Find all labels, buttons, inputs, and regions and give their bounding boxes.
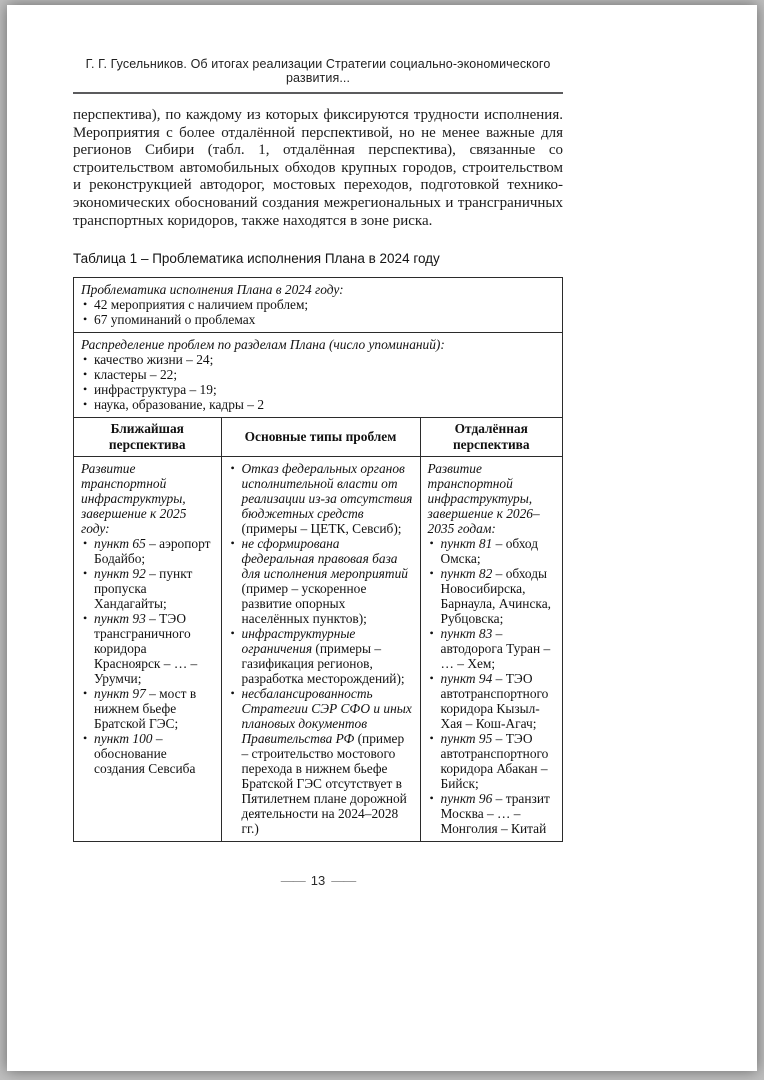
bullet-item: • пункт 81 – обход Омска; <box>428 536 555 566</box>
table-header-row <box>74 418 563 457</box>
bullet-item: • пункт 65 – аэропорт Бодайбо; <box>81 536 214 566</box>
bullet-item: • пункт 83 – автодорога Туран – … – Хем; <box>428 626 555 671</box>
cell-near-term <box>74 457 222 842</box>
document-page <box>7 5 757 1071</box>
bullet-item: • пункт 92 – пункт пропуска Хандагайты; <box>81 566 214 611</box>
page-number-value: 13 <box>310 873 326 889</box>
bullet-list <box>81 297 555 327</box>
bullet-item: • пункт 93 – ТЭО трансграничного коридора Красноярск – … – Урумчи; <box>81 611 214 686</box>
table-1 <box>73 277 563 842</box>
table-row-summary-1 <box>74 278 563 333</box>
bullet-item: • пункт 95 – ТЭО автотранспортного коридора Абакан – Бийск; <box>428 731 555 791</box>
cell-far-term <box>420 457 562 842</box>
bullet-item: • инфраструктурные ограничения (примеры – газификация регионов, разработка месторождений); <box>229 626 413 686</box>
bullet-item: • Отказ федеральных органов исполнительной власти от реализации из-за отсутствия бюджетных средств (примеры – ЦЕТК, Севсиб); <box>229 461 413 536</box>
table-caption: Таблица 1 – Проблематика исполнения Плана в 2024 году <box>73 251 440 267</box>
bullet-list <box>81 352 555 412</box>
bullet-item: • не сформирована федеральная правовая база для исполнения мероприятий (пример – ускоренное развитие опорных населённых пунктов); <box>229 536 413 626</box>
bullet-item: • 67 упоминаний о проблемах <box>81 312 555 327</box>
bullet-item: • пункт 100 – обоснование создания Севсиба <box>81 731 214 776</box>
bullet-item: • пункт 96 – транзит Москва – … – Монголия – Китай <box>428 791 555 836</box>
column-header-near-term: Ближайшая перспектива <box>74 418 222 457</box>
bullet-list <box>81 536 214 776</box>
bullet-item: • инфраструктура – 19; <box>81 382 555 397</box>
summary-cell-distribution <box>74 333 563 418</box>
body-paragraph: перспектива), по каждому из которых фиксируются трудности исполнения. Мероприятия с более отдалённой перспективой, но не менее важные для регионов Сибири (табл. 1, отдалённая перспектива), связанные со строительством автомобильных обходов крупных городов, строительством и реконструкцией автодорог, мостовых переходов, подготовкой технико-экономических обоснований создания межрегиональных и трансграничных транспортных коридоров, также находятся в зоне риска. <box>73 107 563 229</box>
bullet-item: • несбалансированность Стратегии СЭР СФО и иных плановых документов Правительства РФ (пример – строительство мостового перехода в нижнем бьефе Братской ГЭС отсутствует в Пятилетнем плане дорожной деятельности на 2024–2028 гг.) <box>229 686 413 836</box>
content-column <box>73 5 563 888</box>
bullet-list <box>428 536 555 836</box>
running-header: Г. Г. Гусельников. Об итогах реализации Стратегии социально-экономического развития... <box>85 57 551 85</box>
bullet-item: • пункт 82 – обходы Новосибирска, Барнаула, Ачинска, Рубцовска; <box>428 566 555 626</box>
bullet-list <box>229 461 413 836</box>
summary-cell-problems <box>74 278 563 333</box>
bullet-item: • 42 мероприятия с наличием проблем; <box>81 297 555 312</box>
page-number-right-dash: —— <box>331 873 356 889</box>
bullet-item: • пункт 94 – ТЭО автотранспортного коридора Кызыл-Хая – Кош-Агач; <box>428 671 555 731</box>
bullet-item: • пункт 97 – мост в нижнем бьефе Братской ГЭС; <box>81 686 214 731</box>
cell-intro: Развитие транспортной инфраструктуры, завершение к 2026–2035 годам: <box>427 461 540 537</box>
bullet-item: • наука, образование, кадры – 2 <box>81 397 555 412</box>
page-number-left-dash: —— <box>280 873 305 889</box>
column-header-far-term: Отдалённая перспектива <box>420 418 562 457</box>
cell-problem-types <box>221 457 420 842</box>
column-header-problem-types: Основные типы проблем <box>221 418 420 457</box>
cell-intro: Развитие транспортной инфраструктуры, завершение к 2025 году: <box>81 461 187 537</box>
table-row-summary-2 <box>74 333 563 418</box>
header-rule <box>73 92 563 94</box>
cell-intro: Проблематика исполнения Плана в 2024 году: <box>81 282 344 298</box>
bullet-item: • качество жизни – 24; <box>81 352 555 367</box>
bullet-item: • кластеры – 22; <box>81 367 555 382</box>
page-number <box>73 873 563 888</box>
cell-intro: Распределение проблем по разделам Плана (число упоминаний): <box>81 337 445 353</box>
table-data-row <box>74 457 563 842</box>
